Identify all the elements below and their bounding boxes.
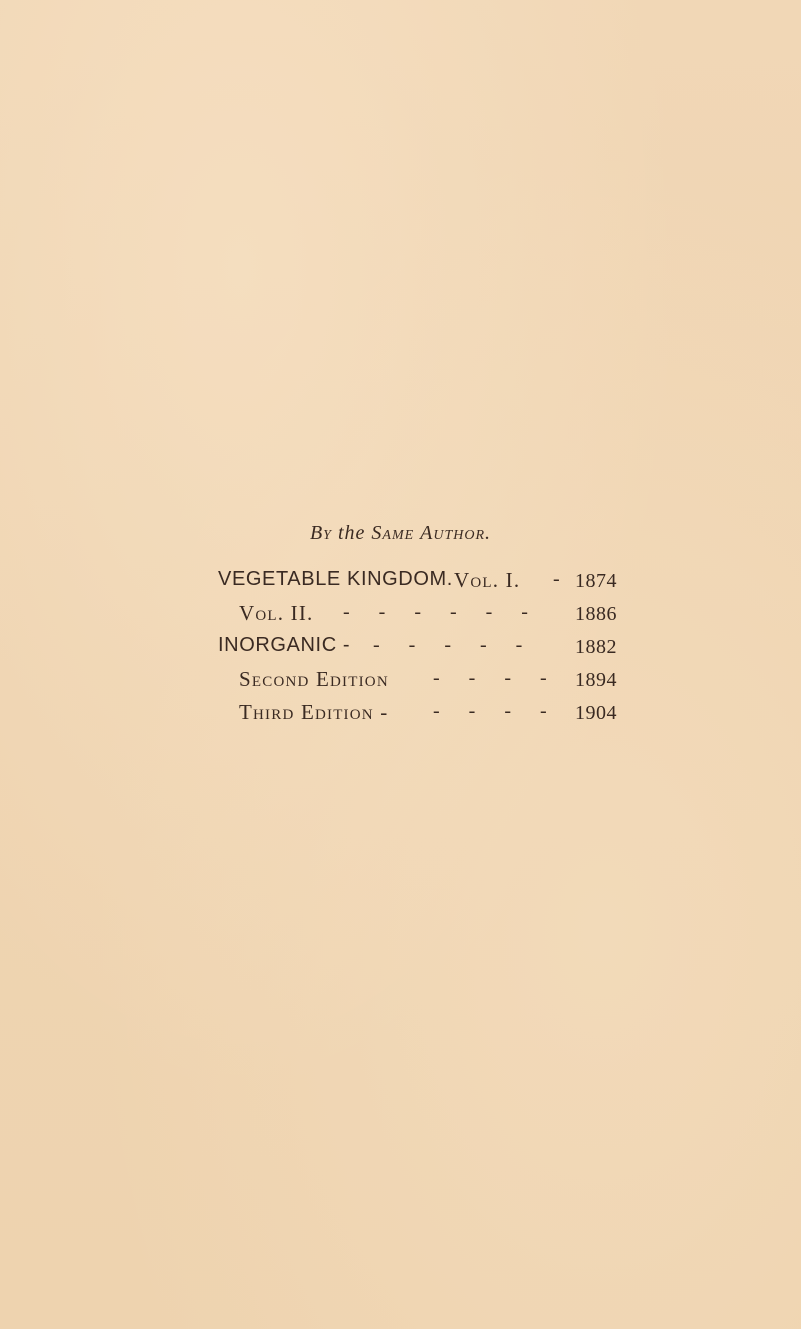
entry-title: Second Edition — [239, 667, 389, 691]
heading-author: Author. — [420, 522, 492, 544]
list-item — [0, 700, 801, 730]
list-item — [0, 568, 801, 598]
entry-leaders: - - - - - — [373, 634, 535, 656]
entry-year: 1882 — [575, 636, 617, 658]
entry-title: Vol. II. — [239, 601, 314, 625]
entry-title: VEGETABLE KINGDOM. — [218, 568, 453, 590]
entry-year: 1874 — [575, 570, 617, 592]
entry-year: 1904 — [575, 702, 617, 724]
entry-leaders: - - - - - - — [343, 601, 540, 623]
entry-leaders: - — [553, 568, 560, 590]
list-item — [0, 667, 801, 697]
heading-the: the — [337, 522, 366, 544]
list-item — [0, 601, 801, 631]
entry-year: 1894 — [575, 669, 617, 691]
entry-leaders: - - - - — [433, 667, 559, 689]
entry-title: INORGANIC - — [218, 634, 351, 656]
heading-same: Same — [371, 522, 415, 544]
list-item — [0, 634, 801, 664]
entry-volume: Vol. I. — [454, 568, 521, 592]
heading-by: By — [309, 522, 332, 544]
entry-year: 1886 — [575, 603, 617, 625]
entry-title: Third Edition - — [239, 700, 389, 724]
entry-leaders: - - - - — [433, 700, 559, 722]
page-heading — [0, 522, 801, 545]
